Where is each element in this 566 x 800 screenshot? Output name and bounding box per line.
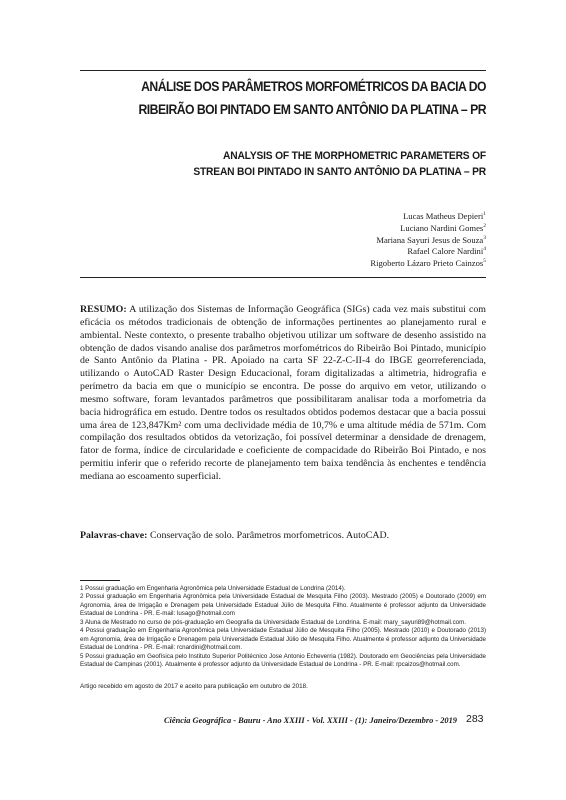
running-footer: Ciência Geográfica - Bauru - Ano XXIII - Vol. XXIII - (1): Janeiro/Dezembro - 2019 <box>163 716 457 725</box>
abstract-label: RESUMO: <box>80 304 127 315</box>
footnotes <box>80 585 486 670</box>
author-name: Luciano Nardini Gomes <box>400 222 484 233</box>
author-name: Rafael Calore Nardini <box>407 246 484 257</box>
title-portuguese <box>137 76 486 122</box>
author-affil-mark: 1 <box>483 211 486 218</box>
author-list <box>80 211 486 270</box>
author-name: Mariana Sayuri Jesus de Souza <box>376 234 484 245</box>
author-affil-mark: 4 <box>483 246 486 253</box>
author-affil-mark: 2 <box>483 222 486 229</box>
footnote-separator <box>80 580 120 581</box>
page-number: 283 <box>466 713 484 725</box>
author-1 <box>80 211 486 223</box>
author-5 <box>80 258 486 270</box>
title-pt-line-1: ANÁLISE DOS PARÂMETROS MORFOMÉTRICOS DA BACIA DO <box>141 79 486 95</box>
author-name: Rigoberto Lázaro Prieto Cainzos <box>370 258 484 269</box>
title-pt-line-2: RIBEIRÃO BOI PINTADO EM SANTO ANTÔNIO DA PLATINA – PR <box>138 102 486 118</box>
footnote-3: 3 Aluna de Mestrado no curso de pós-graduação em Geografia da Universidade Estadual de Londrina. E-mail: mary_sayuri89@hotmail.com. <box>80 618 466 626</box>
title-en-line-2: STREAN BOI PINTADO IN SANTO ANTÔNIO DA PLATINA – PR <box>193 166 486 178</box>
abstract <box>80 304 486 484</box>
author-name: Lucas Matheus Depieri <box>403 211 484 221</box>
footnote-4: 4 Possui graduação em Engenharia Agronômica pela Universidade Estadual Júlio de Mesquita Filho (2005). Mestrado (2010) e Doutorado (2013) em Agronomia, área de Irrigação e Drenagem pela Universidade Estadual Júlio de Mesquita Filho. Atualmente é professor adjunto da Universidade Estadual de Londrina - PR. E-mail: rcnardini@hotmail.com. <box>80 627 486 652</box>
title-english <box>121 148 486 180</box>
footnote-1: 1 Possui graduação em Engenharia Agronômica pela Universidade Estadual de Londrina (2014). <box>80 585 346 592</box>
title-en-line-1: ANALYSIS OF THE MORPHOMETRIC PARAMETERS OF <box>223 150 486 162</box>
footnote-5: 5 Possui graduação em Geofísica pelo Instituto Superior Politécnico Jose Antonio Echeverria (1982). Doutorado em Geociências pela Universidade Estadual de Campinas (2001). Atualmente é professor adjunto da Universidade Estadual de Londrina - PR. E-mail: rpcaizos@hotmail.com. <box>80 652 486 669</box>
top-rule <box>80 70 486 71</box>
keywords-label: Palavras-chave: <box>80 530 148 541</box>
author-3 <box>80 235 486 247</box>
author-affil-mark: 5 <box>483 258 486 265</box>
author-affil-mark: 3 <box>483 234 486 241</box>
author-4 <box>80 246 486 258</box>
keywords-text: Conservação de solo. Parâmetros morfometricos. AutoCAD. <box>149 530 390 541</box>
author-2 <box>80 223 486 235</box>
abstract-text: A utilização dos Sistemas de Informação Geográfica (SIGs) cada vez mais substitui com eficácia os métodos tradicionais de obtenção de informações pertinentes ao planejamento rural e ambiental. Neste contexto, o presente trabalho objetivou utilizar um software de desenho assistido na obtenção de dados visando analise dos parâmetros morfométricos do Ribeirão Boi Pintado, município de Santo Antônio da Platina - PR. Apoiado na carta SF 22-Z-C-II-4 do IBGE georreferenciada, utilizando o AutoCAD Raster Design Educacional, foram digitalizadas a altimetria, hidrografia e perímetro da bacia em que o município se encontra. De posse do arquivo em vetor, utilizando o mesmo software, foram levantados parâmetros que possibilitaram analisar toda a morfometria da bacia hidrográfica em estudo. Dentre todos os resultados obtidos podemos destacar que a bacia possui uma área de 123,847Km² com uma declividade média de 10,7% e uma altitude média de 571m. Com compilação dos resultados obtidos da vetorização, foi possível determinar a densidade de drenagem, fator de forma, índice de circularidade e coeficiente de compacidade do Ribeirão Boi Pintado, e nos permitiu inferir que o referido recorte de planejamento tem baixa tendência às enchentes e tendência mediana ao escoamento superficial. <box>80 304 486 482</box>
footnote-2: 2 Possui graduação em Engenharia Agronômica pela Universidade Estadual de Mesquita Filho (2003). Mestrado (2005) e Doutorado (2009) em Agronomia, área de Irrigação e Drenagem pela Universidade Estadual Júlio de Mesquita Filho. Atualmente é professor adjunto da Universidade Estadual de Londrina - PR. E-mail: lusago@hotmail.com <box>80 593 486 618</box>
keywords <box>80 530 486 543</box>
received-note: Artigo recebido em agosto de 2017 e aceito para publicação em outubro de 2018. <box>80 683 308 690</box>
authors-rule <box>80 277 486 278</box>
